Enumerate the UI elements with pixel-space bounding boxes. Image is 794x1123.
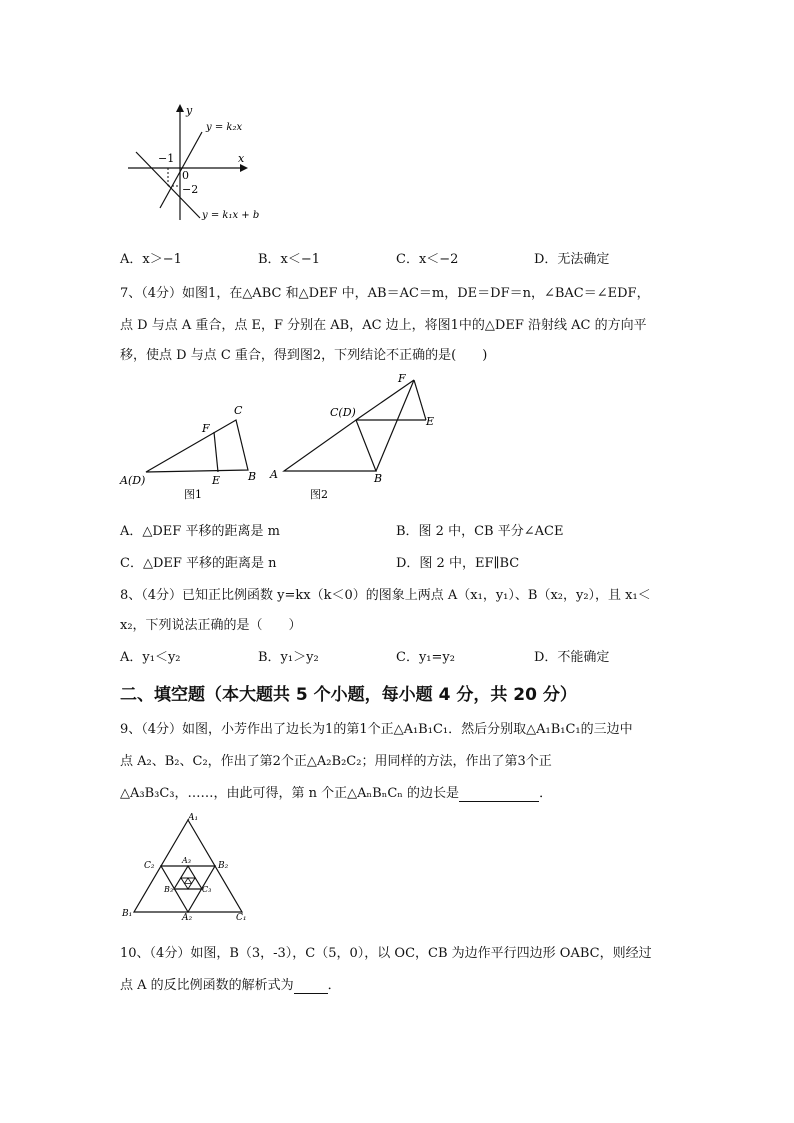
segment-fe	[414, 380, 426, 420]
label-b3: B₃	[164, 885, 174, 894]
q9-line3-text: △A₃B₃C₃，……，由此可得，第 n 个正△AₙBₙCₙ 的边长是	[120, 786, 460, 801]
y-axis-label: y	[186, 104, 193, 117]
segment-ef	[214, 432, 218, 472]
q6-option-a[interactable]: A．x＞−1	[120, 252, 182, 267]
label-b1: B₁	[122, 909, 133, 919]
q8-option-c[interactable]: C．y₁=y₂	[396, 650, 455, 665]
q10-answer-blank[interactable]	[294, 978, 328, 994]
label-a1: A₁	[188, 813, 199, 823]
q7-figure-2	[268, 370, 448, 505]
q9-line1: 9、（4分）如图，小芳作出了边长为1的第1个正△A₁B₁C₁．然后分别取△A₁B₁C₁的三边中	[120, 722, 633, 737]
q7-line3: 移，使点 D 与点 C 重合，得到图2，下列结论不正确的是( )	[120, 348, 488, 363]
q6-graph-figure	[120, 100, 280, 230]
point-c-label: C	[234, 404, 243, 417]
q6-option-d[interactable]: D．无法确定	[534, 252, 610, 267]
line-k2x	[160, 132, 202, 208]
q7-option-b[interactable]: B．图 2 中，CB 平分∠ACE	[396, 524, 564, 539]
q7-option-c[interactable]: C．△DEF 平移的距离是 n	[120, 556, 277, 571]
y-axis-arrow	[176, 104, 184, 112]
triangle-abc	[146, 420, 248, 472]
q7-option-d[interactable]: D．图 2 中，EF∥BC	[396, 556, 520, 571]
q8-option-b[interactable]: B．y₁＞y₂	[258, 650, 319, 665]
tick-neg1-label: −1	[158, 152, 175, 165]
section-2-heading: 二、填空题（本大题共 5 个小题，每小题 4 分，共 20 分）	[120, 685, 577, 705]
point-a-label: A(D)	[120, 474, 146, 487]
q10-line2-end: ．	[327, 978, 341, 993]
q7-line1: 7、（4分）如图1，在△ABC 和△DEF 中，AB＝AC＝m，DE＝DF＝n，∠BAC＝∠EDF，	[120, 286, 650, 301]
q9-triangles-figure	[118, 812, 258, 924]
q9-answer-blank[interactable]	[459, 786, 539, 802]
x-axis-arrow	[240, 164, 248, 172]
q9-line3-end: ．	[539, 786, 553, 801]
q8-option-a[interactable]: A．y₁＜y₂	[120, 650, 181, 665]
q6-option-b[interactable]: B．x＜−1	[258, 252, 321, 267]
q8-option-d[interactable]: D．不能确定	[534, 650, 610, 665]
line-k2x-label: y = k₂x	[206, 122, 243, 133]
point-b-label: B	[248, 470, 257, 483]
tick-neg2-label: −2	[182, 183, 199, 196]
triangle-a5b5c5	[185, 878, 192, 884]
triangle-abc-2	[284, 420, 376, 471]
point-f-label: F	[202, 422, 210, 435]
q10-line2	[120, 974, 341, 994]
figure-2-caption: 图2	[310, 488, 328, 501]
q10-line1: 10、（4分）如图，B（3，-3），C（5，0），以 OC，CB 为边作平行四边形 OABC，则经过	[120, 946, 652, 961]
q9-line3	[120, 782, 552, 802]
point-f2-label: F	[398, 372, 406, 385]
figure-1-caption: 图1	[184, 488, 202, 501]
q7-line2: 点 D 与点 A 重合，点 E，F 分别在 AB，AC 边上，将图1中的△DEF 沿射线 AC 的方向平	[120, 318, 647, 333]
origin-label: 0	[182, 169, 189, 182]
q7-option-a[interactable]: A．△DEF 平移的距离是 m	[120, 524, 280, 539]
label-a2: A₂	[182, 913, 193, 923]
label-c1: C₁	[236, 913, 247, 923]
line-k1x-b-label: y = k₁x + b	[202, 210, 260, 221]
point-e-label: E	[212, 474, 221, 487]
q10-line2-text: 点 A 的反比例函数的解析式为	[120, 978, 294, 993]
label-c3: C₃	[202, 885, 212, 894]
label-b2: B₂	[218, 861, 229, 871]
point-b2-label: B	[374, 472, 383, 485]
x-axis-label: x	[238, 152, 245, 165]
q9-line2: 点 A₂、B₂、C₂，作出了第2个正△A₂B₂C₂；用同样的方法，作出了第3个正	[120, 754, 552, 769]
q6-option-c[interactable]: C．x＜−2	[396, 252, 459, 267]
q8-line1: 8、（4分）已知正比例函数 y=kx（k＜0）的图象上两点 A（x₁，y₁）、B（x₂，y₂），且 x₁＜	[120, 588, 651, 603]
point-a2-label: A	[270, 468, 278, 481]
point-c2-label: C(D)	[330, 406, 356, 419]
q7-figure-1	[118, 400, 268, 505]
label-a3: A₃	[182, 856, 191, 865]
point-e2-label: E	[426, 415, 435, 428]
label-c2: C₂	[144, 861, 155, 871]
q8-line2: x₂，下列说法正确的是（ ）	[120, 618, 302, 633]
